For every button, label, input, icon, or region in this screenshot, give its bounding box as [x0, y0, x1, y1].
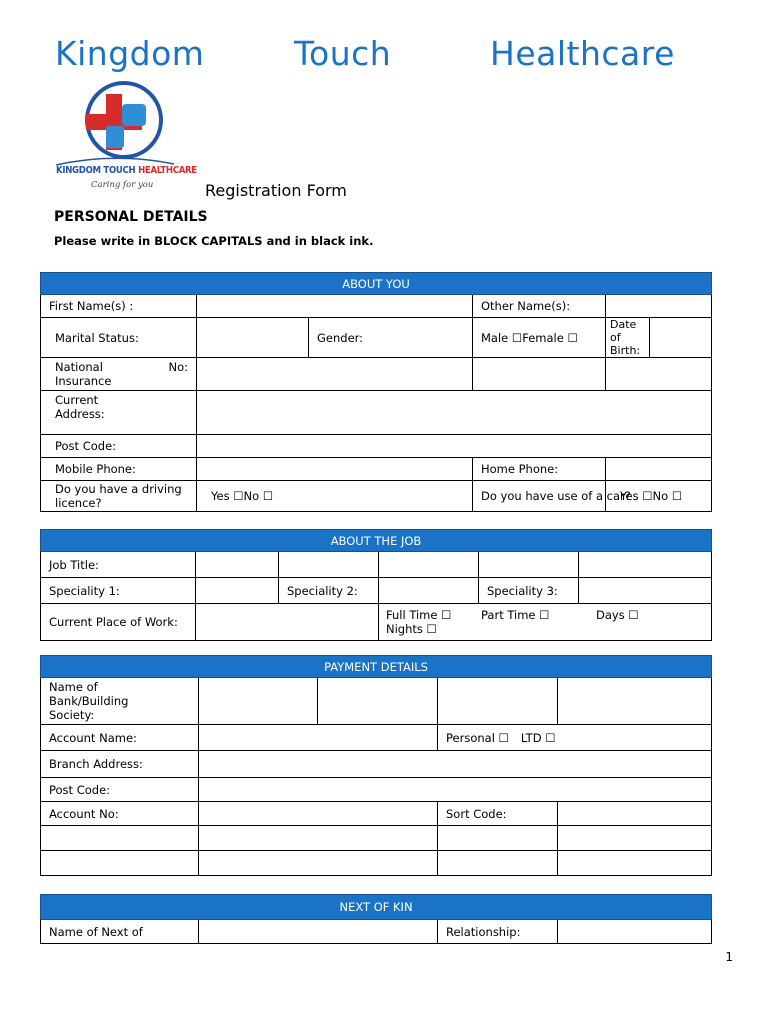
relationship-label: Relationship:	[438, 920, 558, 944]
speciality-3-field[interactable]	[579, 578, 712, 604]
national-insurance-label: National Insurance No:	[41, 358, 197, 391]
driving-licence-label: Do you have a driving licence?	[41, 481, 197, 512]
logo-wordmark: KINGDOM TOUCH HEALTHCARE	[56, 165, 197, 176]
job-title-field-5[interactable]	[579, 552, 712, 578]
current-workplace-field[interactable]	[196, 604, 379, 641]
mobile-phone-field[interactable]	[197, 458, 473, 481]
account-number-label: Account No:	[41, 802, 199, 826]
account-name-label: Account Name:	[41, 725, 199, 751]
first-names-label: First Name(s) :	[41, 295, 197, 318]
work-pattern-options[interactable]: Full Time ☐ Part Time ☐ Days ☐ Nights ☐	[379, 604, 712, 641]
mobile-phone-label: Mobile Phone:	[41, 458, 197, 481]
home-phone-label: Home Phone:	[473, 458, 606, 481]
about-you-header: ABOUT YOU	[41, 273, 712, 295]
extra-field-6[interactable]	[199, 851, 438, 876]
section-heading: PERSONAL DETAILS	[54, 209, 208, 225]
first-names-field[interactable]	[197, 295, 473, 318]
extra-field-7[interactable]	[438, 851, 558, 876]
job-title-label: Job Title:	[41, 552, 196, 578]
about-you-table	[40, 272, 712, 512]
sort-code-field[interactable]	[558, 802, 712, 826]
next-of-kin-name-label: Name of Next of	[41, 920, 199, 944]
address-field[interactable]	[197, 391, 712, 435]
dob-field[interactable]	[650, 318, 712, 358]
extra-field-4[interactable]	[558, 826, 712, 851]
extra-field-1[interactable]	[41, 826, 199, 851]
job-title-field[interactable]	[196, 552, 279, 578]
branch-address-field[interactable]	[199, 751, 712, 778]
speciality-2-label: Speciality 2:	[279, 578, 379, 604]
account-name-field[interactable]	[199, 725, 438, 751]
next-of-kin-header: NEXT OF KIN	[41, 895, 712, 920]
extra-field-8[interactable]	[558, 851, 712, 876]
speciality-3-label: Speciality 3:	[479, 578, 579, 604]
page-number: 1	[725, 950, 733, 964]
dob-label: Date of Birth:	[606, 318, 650, 358]
title-word-healthcare: Healthcare	[490, 34, 675, 73]
about-job-header: ABOUT THE JOB	[41, 530, 712, 552]
account-type-options[interactable]: Personal ☐ LTD ☐	[438, 725, 712, 751]
branch-address-label: Branch Address:	[41, 751, 199, 778]
bank-name-field-3[interactable]	[438, 678, 558, 725]
next-of-kin-table	[40, 894, 712, 944]
relationship-field[interactable]	[558, 920, 712, 944]
other-names-field[interactable]	[606, 295, 712, 318]
home-phone-field[interactable]	[606, 458, 712, 481]
payment-header: PAYMENT DETAILS	[41, 656, 712, 678]
address-label: Current Address:	[41, 391, 197, 435]
marital-status-field[interactable]	[197, 318, 309, 358]
extra-field-3[interactable]	[438, 826, 558, 851]
bank-name-field-4[interactable]	[558, 678, 712, 725]
payment-post-code-label: Post Code:	[41, 778, 199, 802]
car-use-label: Do you have use of a car?	[473, 481, 606, 512]
extra-field-2[interactable]	[199, 826, 438, 851]
title-word-touch: Touch	[294, 34, 392, 73]
post-code-field[interactable]	[197, 435, 712, 458]
marital-status-label: Marital Status:	[41, 318, 197, 358]
current-workplace-label: Current Place of Work:	[41, 604, 196, 641]
car-use-checkboxes[interactable]: Yes ☐No ☐	[606, 481, 712, 512]
title-word-kingdom: Kingdom	[55, 34, 205, 73]
logo-tagline: Caring for you	[91, 180, 154, 190]
job-title-field-4[interactable]	[479, 552, 579, 578]
job-title-field-3[interactable]	[379, 552, 479, 578]
account-number-field[interactable]	[199, 802, 438, 826]
bank-name-field-2[interactable]	[318, 678, 438, 725]
other-names-label: Other Name(s):	[473, 295, 606, 318]
job-title-field-2[interactable]	[279, 552, 379, 578]
about-job-table	[40, 529, 712, 641]
bank-name-label: Name of Bank/Building Society:	[41, 678, 199, 725]
speciality-1-label: Speciality 1:	[41, 578, 196, 604]
national-insurance-field-2[interactable]	[473, 358, 606, 391]
form-title: Registration Form	[205, 181, 347, 200]
instruction-text: Please write in BLOCK CAPITALS and in black ink.	[54, 234, 374, 248]
bank-name-field[interactable]	[199, 678, 318, 725]
extra-field-5[interactable]	[41, 851, 199, 876]
speciality-1-field[interactable]	[196, 578, 279, 604]
post-code-label: Post Code:	[41, 435, 197, 458]
next-of-kin-name-field[interactable]	[199, 920, 438, 944]
payment-table	[40, 655, 712, 876]
speciality-2-field[interactable]	[379, 578, 479, 604]
sort-code-label: Sort Code:	[438, 802, 558, 826]
payment-post-code-field[interactable]	[199, 778, 712, 802]
driving-licence-checkboxes[interactable]: Yes ☐No ☐	[197, 481, 473, 512]
gender-label: Gender:	[309, 318, 473, 358]
gender-checkboxes[interactable]: Male ☐Female ☐	[473, 318, 606, 358]
national-insurance-field[interactable]	[197, 358, 473, 391]
national-insurance-field-3[interactable]	[606, 358, 712, 391]
